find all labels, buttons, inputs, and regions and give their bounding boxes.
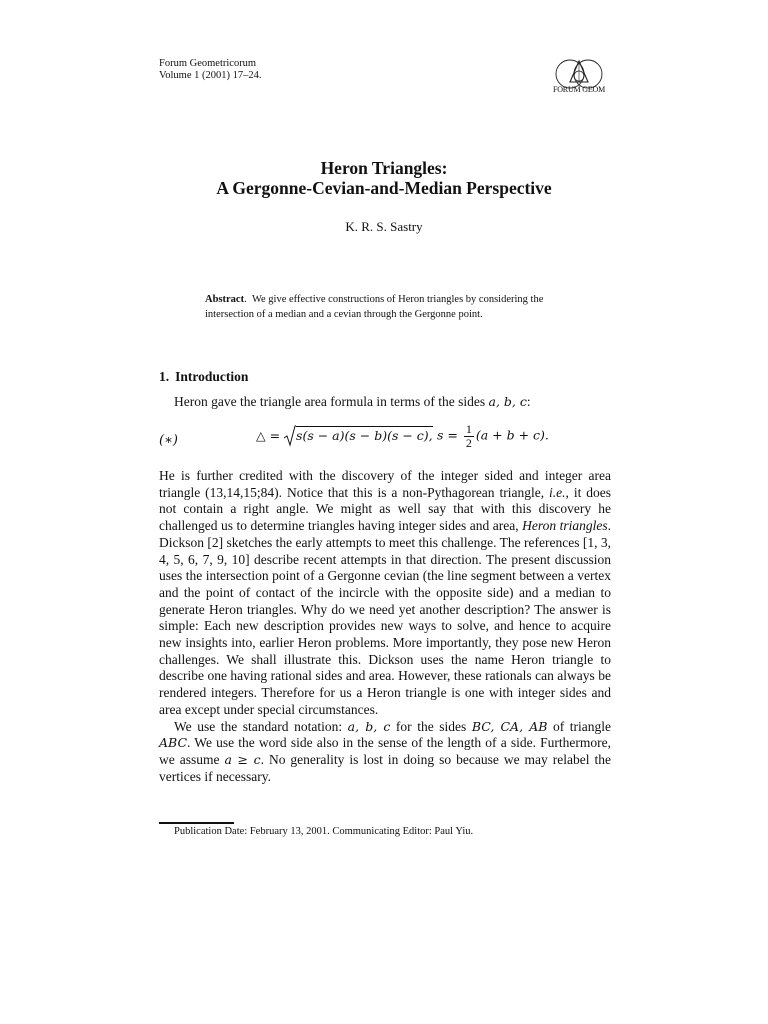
footnote: Publication Date: February 13, 2001. Communicating Editor: Paul Yiu. — [174, 826, 474, 837]
p1-text-a: He is further credited with the discovery of the integer sided and integer area triangle (13,14,15;84). Notice that this is a non-Pythagorean triangle, — [159, 468, 611, 500]
semiperimeter-formula — [437, 423, 549, 463]
p2-math-segments: BC, CA, AB — [471, 718, 548, 734]
p2-text-b: for the sides — [390, 718, 472, 734]
section-number: 1. — [159, 369, 170, 384]
area-radicand: s(s − a)(s − b)(s − c), — [296, 428, 433, 443]
half-fraction — [464, 423, 474, 450]
logo-text: FORUM GEOM — [552, 85, 605, 94]
abstract-separator: . — [244, 294, 252, 305]
p1-heron-triangles: Heron triangles — [522, 518, 608, 534]
fraction-denominator: 2 — [465, 436, 472, 450]
p1-text-b: , it does not contain a right angle. We might as well say that with this discovery he challenged us to determine triangles having integer sides and area, — [159, 484, 611, 534]
p2-text-d: . We use the word side also in the sense of the length of a side. Furthermore, we assume — [159, 735, 611, 767]
intro-text: Heron gave the triangle area formula in terms of the sides — [174, 394, 489, 409]
p2-math-triangle: ABC — [159, 735, 188, 751]
area-lhs: △ = — [256, 428, 285, 443]
s-rhs: (a + b + c). — [475, 427, 549, 443]
p1-text-c: . Dickson [2] sketches the early attempts to meet this challenge. The references [1, 3, 4, 5, 6, 7, 9, 10] describe recent attempts in that direction. The present discussion uses the intersection point of a Gergonne cevian (the line segment between a vertex and the point of contact of the incircle with the opposite side) and a median to generate Heron triangles. Why do we need yet another description? The answer is simple: Each new description provides new ways to solve, and hence to acquire new insights into, earlier Heron problems. More importantly, they pose new Heron challenges. We shall illustrate this. Dickson uses the name Heron triangle to describe one having rational sides and area. However, these rationals can always be rendered integers. Therefore for us a Heron triangle is one with integer sides and area except under special circumstances. — [159, 518, 611, 717]
journal-name: Forum Geometricorum — [159, 58, 257, 69]
journal-header — [159, 58, 261, 82]
abstract-text: We give effective constructions of Heron triangles by considering the intersection of a median and a cevian through the Gergonne point. — [205, 294, 544, 320]
journal-volume: Volume 1 (2001) 17–24. — [159, 70, 262, 81]
intro-vars: a, b, c — [488, 394, 527, 409]
paragraph-heron-history — [159, 468, 611, 719]
section-title: Introduction — [175, 369, 249, 384]
abstract-label: Abstract — [205, 294, 245, 305]
introduction-body — [159, 468, 611, 785]
paragraph-notation — [159, 719, 611, 786]
p2-text-e: . No generality is lost in doing so because we may relabel the vertices if necessary. — [159, 751, 611, 784]
section-heading — [159, 369, 248, 385]
sqrt-radical-icon — [284, 425, 296, 447]
paper-title-line1: Heron Triangles: — [320, 158, 448, 178]
equation-tag: (∗) — [159, 433, 178, 448]
abstract — [205, 292, 567, 322]
intro-end: : — [526, 394, 531, 409]
forum-geom-logo — [548, 58, 610, 98]
p2-text-a: We use the standard notation: — [174, 718, 348, 734]
intro-line — [174, 394, 531, 410]
footnote-rule — [159, 822, 234, 824]
s-lhs: s = — [437, 427, 462, 443]
p2-math-inequality: a ≥ c — [224, 751, 261, 767]
fraction-numerator: 1 — [465, 422, 472, 436]
area-formula — [256, 425, 433, 461]
p1-ie: i.e. — [549, 484, 566, 500]
author: K. R. S. Sastry — [345, 219, 423, 234]
paper-title-line2: A Gergonne-Cevian-and-Median Perspective — [216, 178, 552, 198]
p2-text-c: of triangle — [547, 718, 612, 734]
p2-math-sides: a, b, c — [347, 718, 391, 734]
